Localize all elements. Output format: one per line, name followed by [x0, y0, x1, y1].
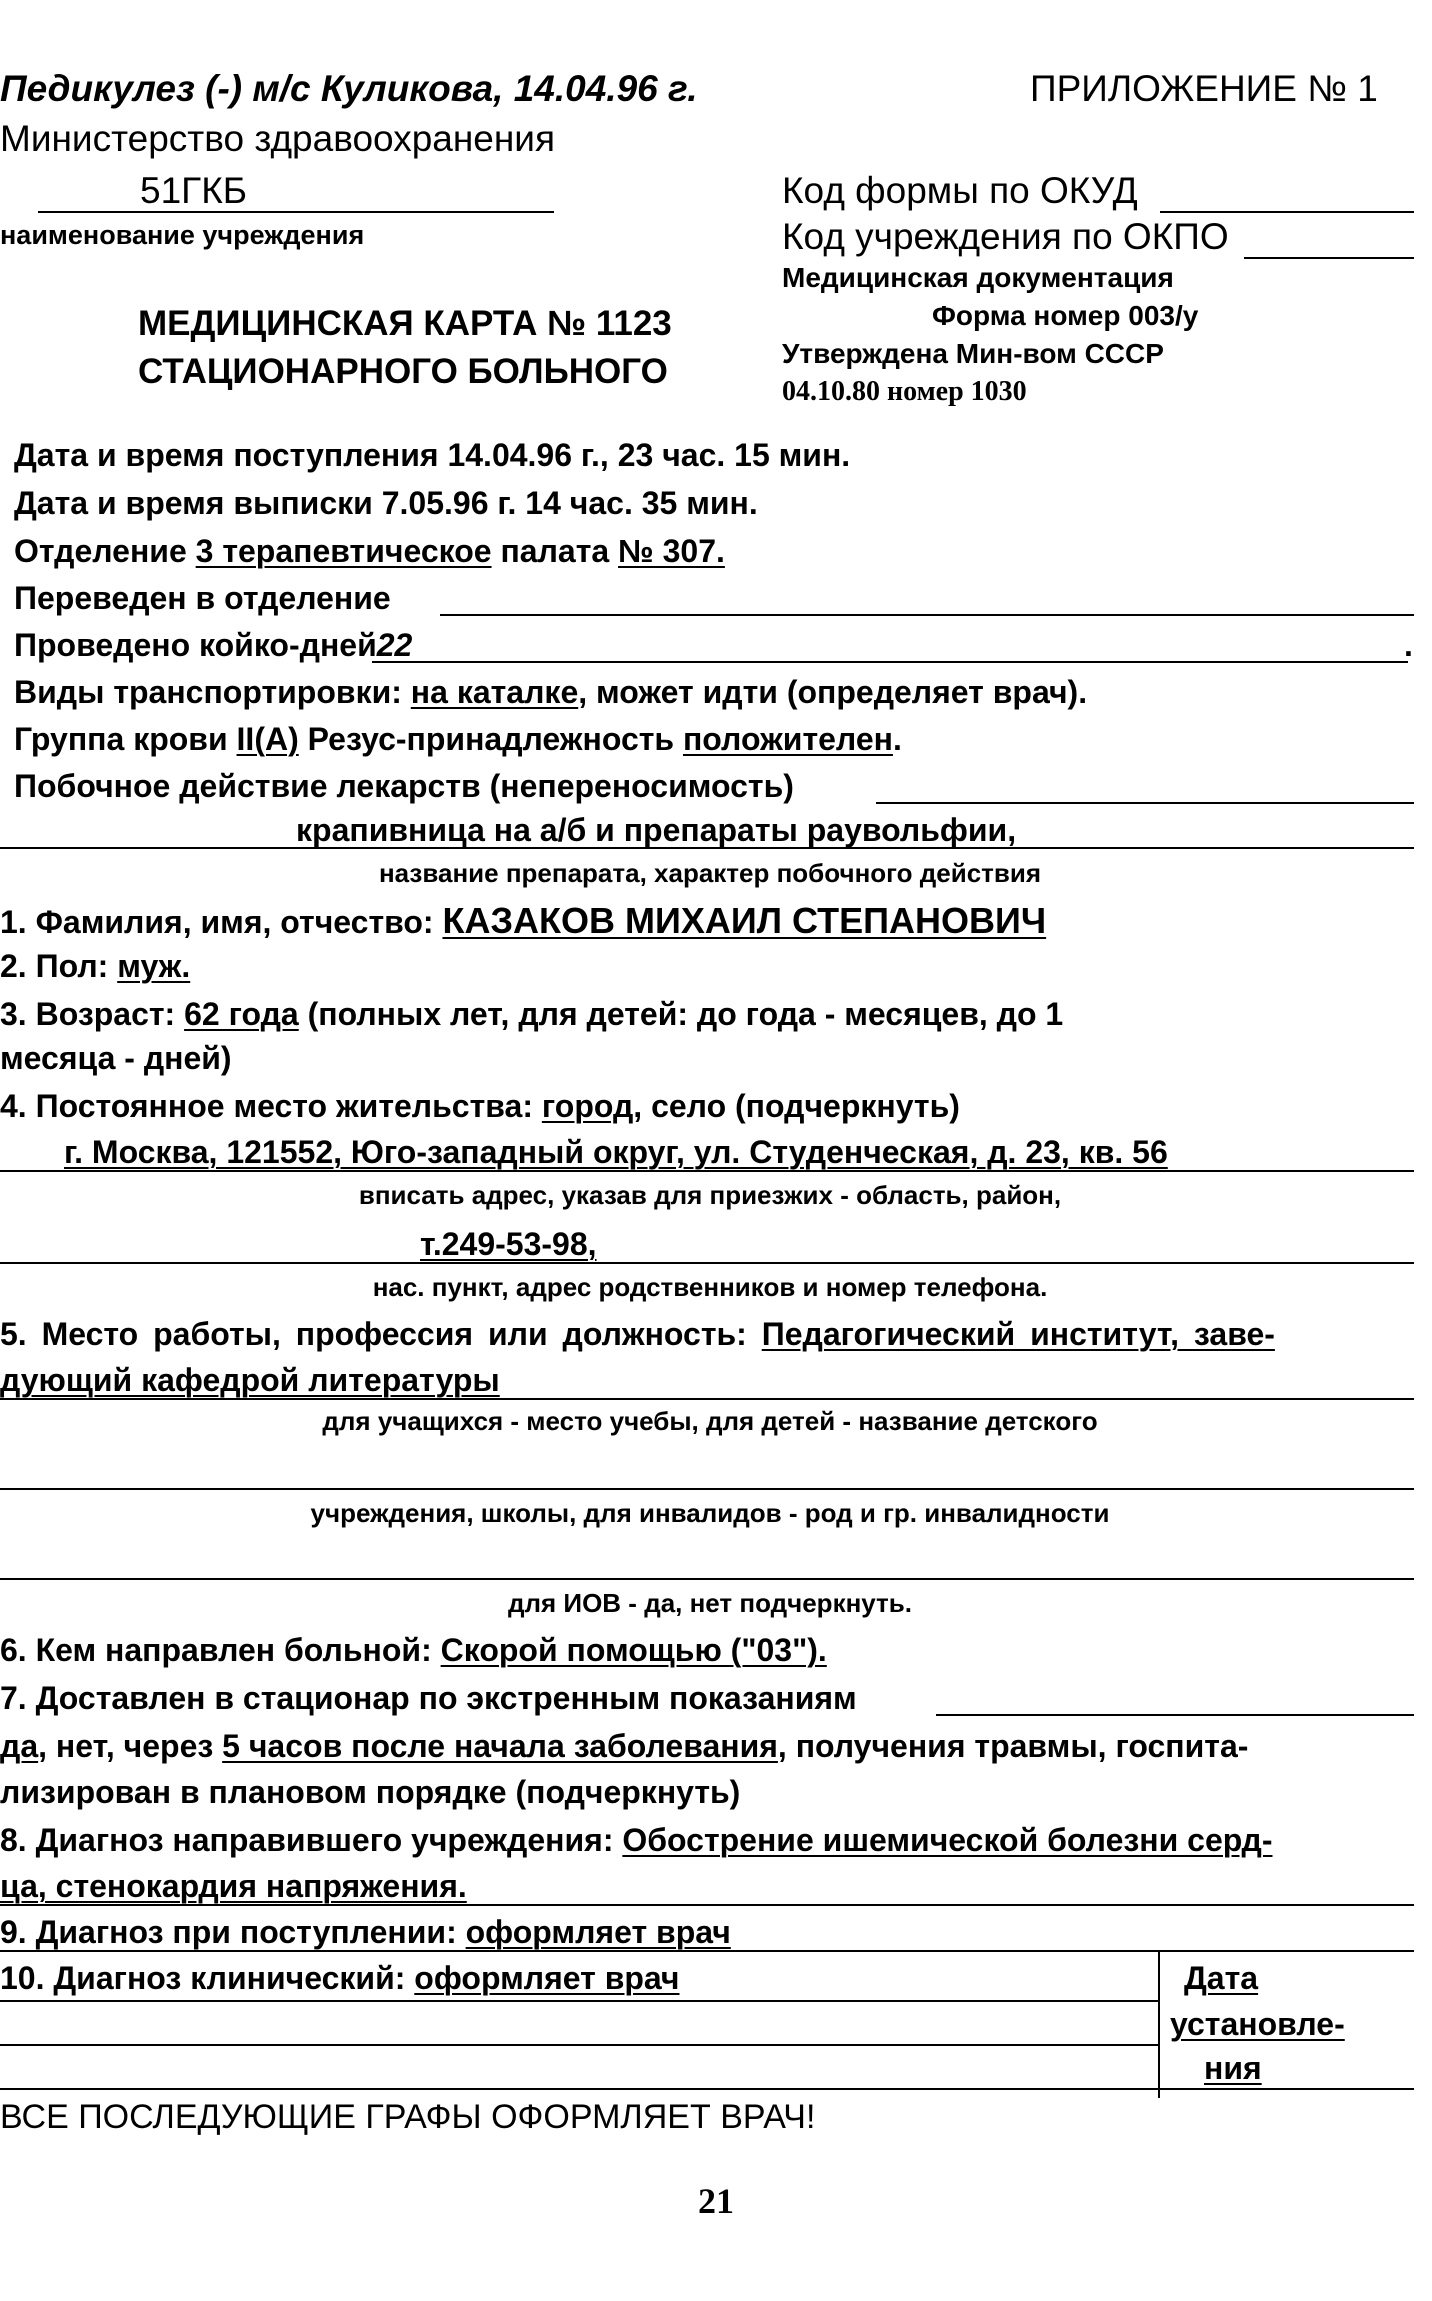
referred-value: Скорой помощью ("03"). — [440, 1632, 827, 1668]
blood-row — [14, 721, 902, 758]
residence-label: 4. Постоянное место жительства: — [0, 1088, 533, 1124]
institution-name: 51ГКБ — [140, 170, 248, 211]
age-note-2: месяца - дней) — [0, 1040, 232, 1076]
work-value-2: дующий кафедрой литературы — [0, 1362, 500, 1398]
work-value-1: Педагогический институт, заве- — [761, 1316, 1275, 1352]
department-row — [14, 533, 725, 570]
transferred-label: Переведен в отделение — [14, 580, 391, 616]
blood-value: II(A) — [236, 721, 299, 757]
department-value: 3 терапевтическое — [195, 533, 492, 569]
page-number: 21 — [698, 2181, 734, 2221]
blood-label: Группа крови — [14, 721, 228, 757]
address-line — [0, 1170, 1414, 1172]
discharge-value: 7.05.96 г. 14 час. 35 мин. — [381, 485, 758, 521]
bed-days-row — [14, 627, 412, 664]
phone-caption: нас. пункт, адрес родственников и номер телефона. — [372, 1272, 1048, 1302]
institution-caption: наименование учреждения — [0, 220, 365, 250]
adm-diag-row — [0, 1914, 731, 1951]
clin-diag-row — [0, 1960, 679, 1997]
okud-line — [1160, 211, 1414, 213]
work-caption-1: для учащихся - место учебы, для детей - название детского — [322, 1406, 1098, 1436]
approved-label: Утверждена Мин-вом СССР — [782, 338, 1164, 369]
clin-diag-line-3 — [0, 2088, 1414, 2090]
date-established-3: ния — [1204, 2050, 1262, 2086]
okud-label: Код формы по ОКУД — [782, 170, 1138, 211]
discharge-label: Дата и время выписки — [14, 485, 373, 521]
transferred-line — [440, 614, 1414, 616]
adm-diag-value: оформляет врач — [465, 1914, 731, 1950]
side-effects-label: Побочное действие лекарств (непереносимость) — [14, 768, 794, 804]
referred-row — [0, 1632, 827, 1669]
age-note: (полных лет, для детей: до года - месяцев, до 1 — [307, 996, 1064, 1032]
sex-value: муж. — [117, 948, 191, 984]
ref-diag-row — [0, 1822, 1272, 1859]
adm-diag-label: 9. Диагноз при поступлении: — [0, 1914, 457, 1950]
work-caption-3: для ИОВ - да, нет подчеркнуть. — [507, 1588, 912, 1618]
okpo-label: Код учреждения по ОКПО — [782, 216, 1229, 257]
card-title-line1: МЕДИЦИНСКАЯ КАРТА № 1123 — [138, 304, 672, 343]
adm-diag-line — [0, 1950, 1414, 1952]
sex-label: 2. Пол: — [0, 948, 109, 984]
residence-rest: , село (подчеркнуть) — [633, 1088, 960, 1124]
clin-diag-value: оформляет врач — [414, 1960, 680, 1996]
card-title-line2: СТАЦИОНАРНОГО БОЛЬНОГО — [138, 352, 668, 391]
age-row — [0, 996, 1063, 1033]
patient-name-row — [0, 900, 1046, 942]
bed-days-value: 22 — [376, 627, 413, 663]
emergency-yes: да — [0, 1728, 39, 1764]
discharge-row — [14, 485, 758, 522]
bed-days-label: Проведено койко-дней — [14, 627, 377, 663]
rh-label: Резус-принадлежность — [307, 721, 675, 757]
phone-line — [0, 1262, 1414, 1264]
address-value: г. Москва, 121552, Юго-западный округ, ул. Студенческая, д. 23, кв. 56 — [64, 1134, 1168, 1170]
ref-diag-value-1: Обострение ишемической болезни серд- — [622, 1822, 1273, 1858]
ministry-label: Министерство здравоохранения — [0, 118, 555, 159]
med-doc-label: Медицинская документация — [782, 262, 1174, 293]
work-line-2 — [0, 1488, 1414, 1490]
date-established-1: Дата — [1184, 1960, 1259, 1996]
appendix-label: ПРИЛОЖЕНИЕ № 1 — [1030, 68, 1378, 109]
ref-diag-label: 8. Диагноз направившего учреждения: — [0, 1822, 614, 1858]
transport-row — [14, 674, 1087, 711]
work-row — [0, 1316, 1275, 1353]
emergency-row — [0, 1728, 1248, 1765]
emergency-line — [936, 1714, 1414, 1716]
transport-rest: , может идти (определяет врач). — [578, 674, 1088, 710]
transport-label: Виды транспортировки: — [14, 674, 402, 710]
emergency-hours: 5 часов после начала заболевания — [222, 1728, 778, 1764]
transport-selected: на каталке — [410, 674, 579, 710]
side-effects-line-2 — [0, 847, 1414, 849]
age-value: 62 года — [184, 996, 299, 1032]
bed-days-line — [372, 661, 1408, 663]
ward-label: палата — [500, 533, 610, 569]
rh-value: положителен — [682, 721, 893, 757]
ref-diag-value-2: ца, стенокардия напряжения. — [0, 1868, 467, 1904]
emergency-line-2: лизирован в плановом порядке (подчеркнуть) — [0, 1774, 741, 1810]
work-line-1 — [0, 1398, 1414, 1400]
arrival-row — [14, 437, 850, 474]
name-value: КАЗАКОВ МИХАИЛ СТЕПАНОВИЧ — [442, 900, 1047, 941]
age-label: 3. Возраст: — [0, 996, 176, 1032]
emergency-mid: , нет, через — [38, 1728, 214, 1764]
pediculosis-note: Педикулез (-) м/с Куликова, 14.04.96 г. — [0, 68, 698, 109]
emergency-rest: , получения травмы, госпита- — [777, 1728, 1249, 1764]
referred-label: 6. Кем направлен больной: — [0, 1632, 432, 1668]
ward-value: № 307. — [618, 533, 725, 569]
clin-diag-line-2 — [0, 2044, 1158, 2046]
clin-diag-line-1 — [0, 2000, 1158, 2002]
footer-note: ВСЕ ПОСЛЕДУЮЩИЕ ГРАФЫ ОФОРМЛЯЕТ ВРАЧ! — [0, 2098, 816, 2136]
phone-value: т.249-53-98, — [420, 1226, 597, 1262]
side-effects-value: крапивница на а/б и препараты раувольфии, — [296, 812, 1017, 848]
arrival-value: 14.04.96 г., 23 час. 15 мин. — [447, 437, 851, 473]
work-label: 5. Место работы, профессия или должность: — [0, 1316, 747, 1352]
work-caption-2: учреждения, школы, для инвалидов - род и гр. инвалидности — [310, 1498, 1110, 1528]
okpo-line — [1244, 257, 1414, 259]
work-line-3 — [0, 1578, 1414, 1580]
clin-diag-label: 10. Диагноз клинический: — [0, 1960, 406, 1996]
date-established-2: установле- — [1170, 2006, 1345, 2042]
approved-date: 04.10.80 номер 1030 — [782, 376, 1027, 407]
bed-days-end: . — [1404, 627, 1413, 663]
date-established-divider — [1158, 1950, 1160, 2098]
emergency-label: 7. Доставлен в стационар по экстренным показаниям — [0, 1680, 857, 1716]
institution-line — [38, 211, 554, 213]
sex-row — [0, 948, 190, 985]
name-label: 1. Фамилия, имя, отчество: — [0, 904, 434, 940]
address-caption: вписать адрес, указав для приезжих - область, район, — [358, 1180, 1062, 1210]
form-number-label: Форма номер 003/у — [932, 300, 1199, 331]
department-label: Отделение — [14, 533, 187, 569]
residence-row — [0, 1088, 960, 1125]
residence-city: город — [541, 1088, 634, 1124]
rh-end: . — [892, 721, 902, 757]
side-effects-line-1 — [876, 802, 1414, 804]
ref-diag-line — [0, 1904, 1414, 1906]
arrival-label: Дата и время поступления — [14, 437, 439, 473]
side-effects-caption: название препарата, характер побочного действия — [378, 858, 1042, 888]
